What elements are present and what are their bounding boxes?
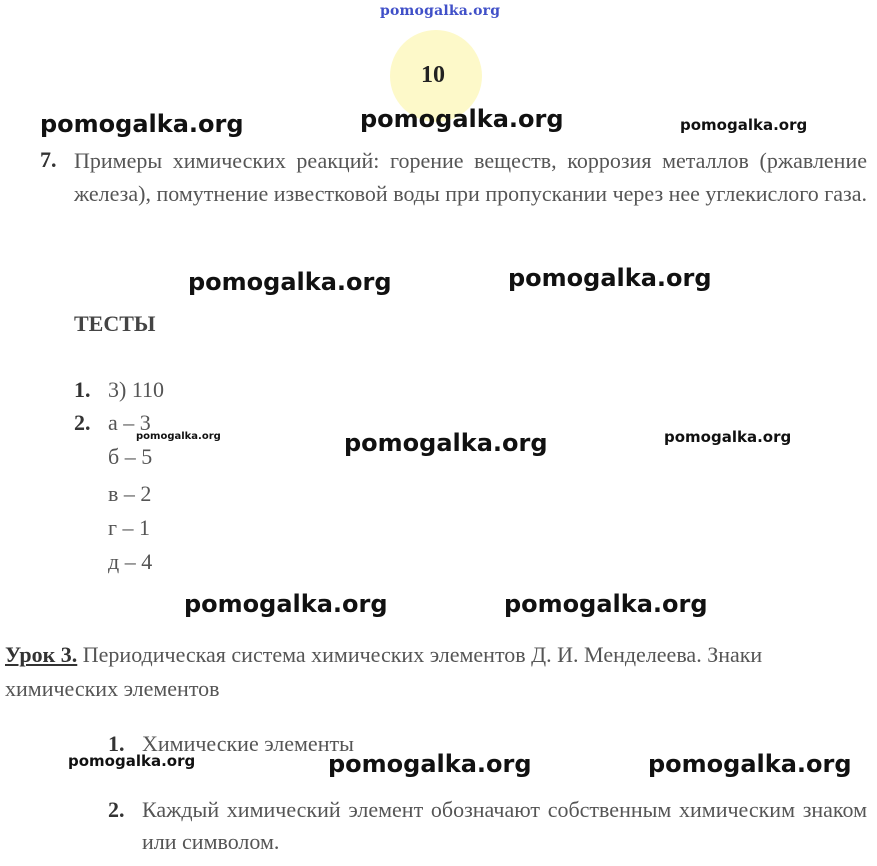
watermark: pomogalka.org <box>680 116 808 134</box>
watermark: pomogalka.org <box>184 590 388 618</box>
lesson-item-2-text: Каждый химический элемент обозначают собственным химическим знаком или символом. <box>142 797 867 854</box>
watermark: pomogalka.org <box>68 752 196 770</box>
watermark: pomogalka.org <box>504 590 708 618</box>
tests-heading: ТЕСТЫ <box>74 311 156 336</box>
lesson-label: Урок 3. <box>5 642 78 667</box>
test-2-number: 2. <box>74 410 91 435</box>
lesson-title: Периодическая система химических элементов Д. И. Менделеева. Знаки химических элементов <box>5 642 763 701</box>
watermark: pomogalka.org <box>136 431 221 442</box>
test-2-answer-b: б – 5 <box>108 444 153 469</box>
lesson-heading <box>5 638 867 706</box>
lesson-item-1-number: 1. <box>108 731 125 756</box>
test-1-answer: 3) 110 <box>108 377 165 402</box>
question-number: 7. <box>40 147 57 172</box>
test-2-answer-v: в – 2 <box>108 481 152 506</box>
question-7-text: Примеры химических реакций: горение веществ, коррозия металлов (ржавление железа), помутнение известковой воды при пропускании через нее углекислого газа. <box>74 148 868 206</box>
watermark: pomogalka.org <box>360 105 564 133</box>
page-number: 10 <box>421 62 445 88</box>
watermark: pomogalka.org <box>188 268 392 296</box>
watermark-top: pomogalka.org <box>380 3 501 19</box>
test-2-answer-g: г – 1 <box>108 515 151 540</box>
watermark: pomogalka.org <box>344 429 548 457</box>
watermark: pomogalka.org <box>648 750 852 778</box>
watermark: pomogalka.org <box>40 110 244 138</box>
watermark: pomogalka.org <box>664 428 792 446</box>
lesson-item-2-number: 2. <box>108 797 125 822</box>
test-2-answer-d: д – 4 <box>108 549 153 574</box>
test-1-number: 1. <box>74 377 91 402</box>
lesson-item-1-text: Химические элементы <box>142 731 354 756</box>
test-2-answer-a: а – 3 <box>108 410 151 435</box>
watermark: pomogalka.org <box>328 750 532 778</box>
watermark: pomogalka.org <box>508 264 712 292</box>
